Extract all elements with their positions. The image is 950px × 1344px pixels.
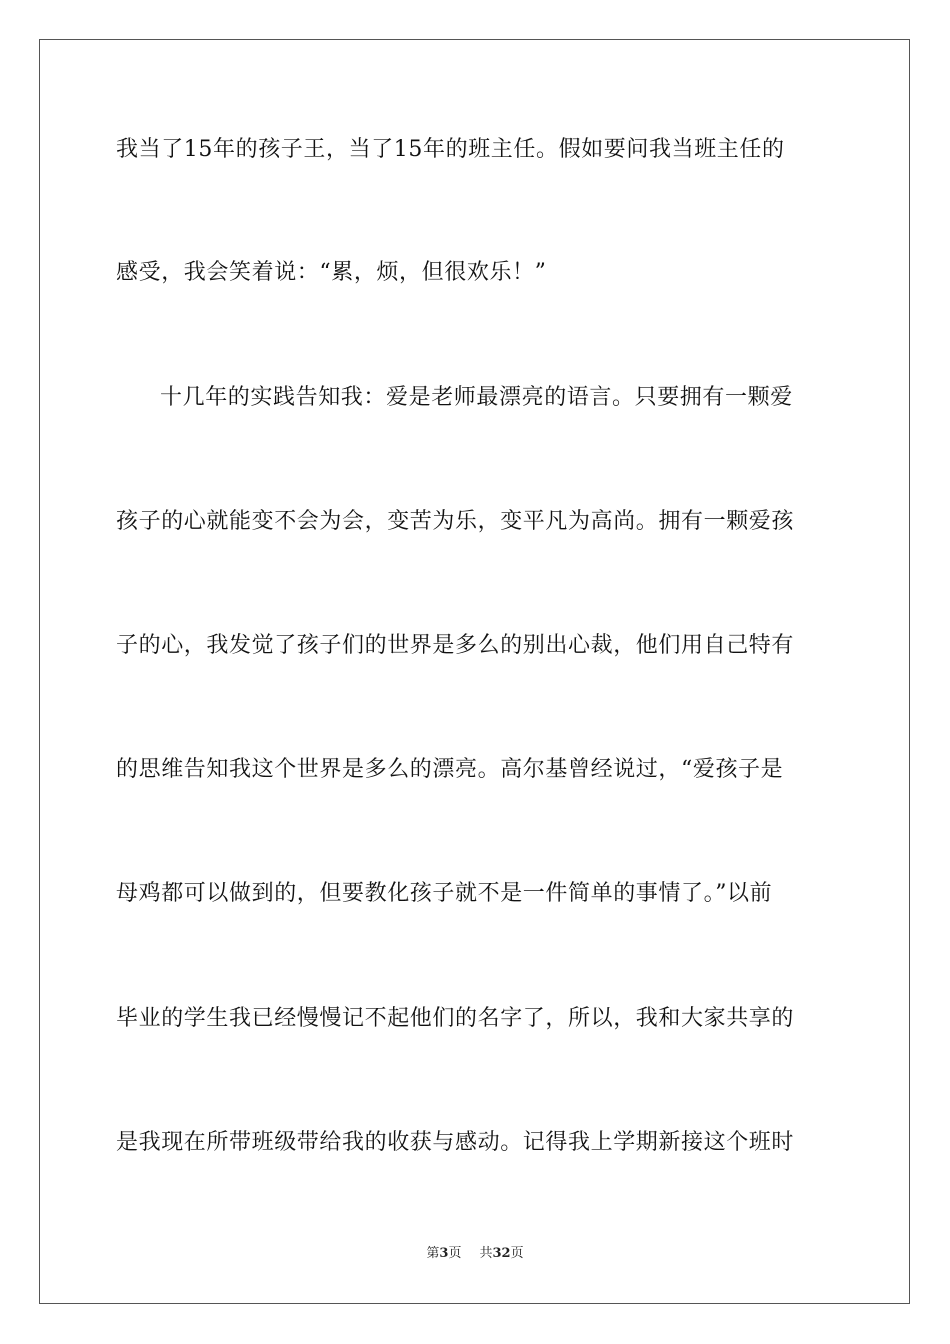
page-suffix: 页 bbox=[448, 1246, 462, 1261]
page-current: 3 bbox=[439, 1246, 449, 1261]
total-prefix: 共 bbox=[479, 1246, 493, 1261]
paragraph-line: 感受，我会笑着说：“累，烦，但很欢乐！” bbox=[116, 260, 547, 285]
page-total: 32 bbox=[492, 1246, 511, 1261]
page-footer bbox=[0, 1245, 950, 1263]
paragraph-line: 母鸡都可以做到的，但要教化孩子就不是一件简单的事情了。”以前 bbox=[116, 881, 773, 906]
paragraph-line: 子的心，我发觉了孩子们的世界是多么的别出心裁，他们用自己特有 bbox=[116, 633, 795, 658]
paragraph-line: 是我现在所带班级带给我的收获与感动。记得我上学期新接这个班时 bbox=[116, 1130, 795, 1155]
paragraph-line: 毕业的学生我已经慢慢记不起他们的名字了，所以，我和大家共享的 bbox=[116, 1006, 795, 1031]
paragraph-line: 十几年的实践告知我：爱是老师最漂亮的语言。只要拥有一颗爱 bbox=[160, 385, 793, 410]
paragraph-line: 我当了15年的孩子王，当了15年的班主任。假如要问我当班主任的 bbox=[116, 137, 785, 162]
page-border bbox=[39, 39, 910, 1304]
paragraph-line: 孩子的心就能变不会为会，变苦为乐，变平凡为高尚。拥有一颗爱孩 bbox=[116, 509, 795, 534]
paragraph-line: 的思维告知我这个世界是多么的漂亮。高尔基曾经说过，“爱孩子是 bbox=[116, 757, 784, 782]
total-suffix: 页 bbox=[510, 1246, 524, 1261]
page-prefix: 第 bbox=[426, 1246, 440, 1261]
